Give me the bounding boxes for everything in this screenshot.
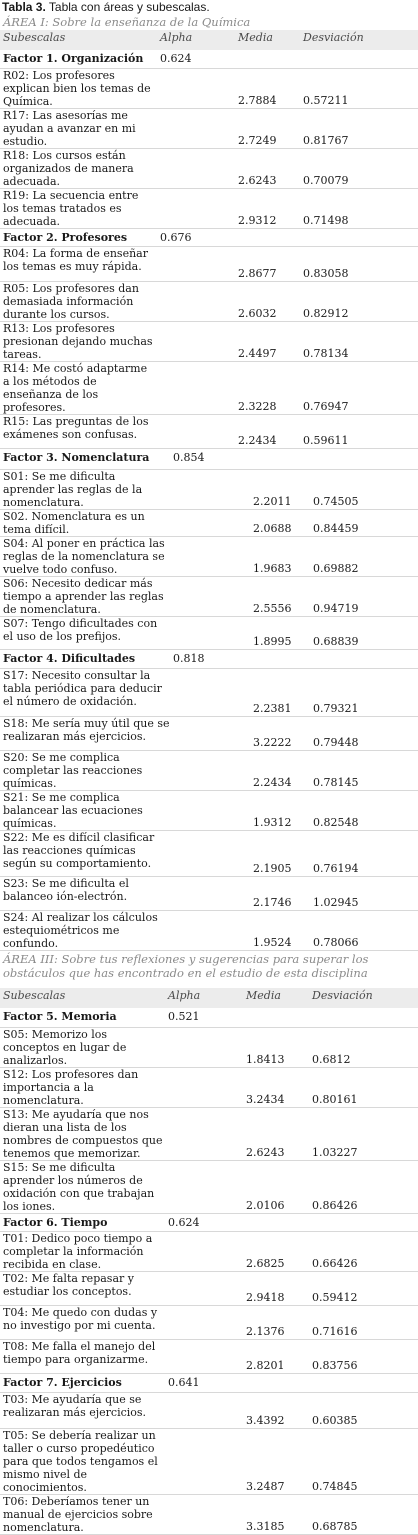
item-media: 2.0688 xyxy=(250,510,310,537)
item-alpha xyxy=(157,148,235,188)
item-text: S21: Se me complica balancear las ecuaciones químicas. xyxy=(0,791,170,831)
item-text: S20: Se me complica completar las reacciones químicas. xyxy=(0,751,170,791)
item-alpha xyxy=(157,414,235,448)
item-text: T02: Me falta repasar y estudiar los conceptos. xyxy=(0,1271,165,1305)
factor-name: Factor 7. Ejercicios xyxy=(0,1373,165,1392)
item-alpha xyxy=(170,751,250,791)
item-media: 1.9683 xyxy=(250,537,310,577)
table-row xyxy=(0,361,418,414)
item-text: S07: Tengo dificultades con el uso de los prefijos. xyxy=(0,617,170,650)
header-row xyxy=(0,30,418,50)
item-alpha xyxy=(165,1494,243,1534)
item-desviacion: 0.69882 xyxy=(310,537,418,577)
item-desviacion: 0.57211 xyxy=(300,68,418,108)
item-desviacion: 0.74845 xyxy=(309,1428,418,1494)
factor-alpha: 0.521 xyxy=(165,1008,418,1027)
item-text: S18: Me sería muy útil que se realizaran más ejercicios. xyxy=(0,717,170,751)
item-media: 2.1746 xyxy=(250,877,310,911)
factor-row xyxy=(0,50,418,68)
item-alpha xyxy=(165,1339,243,1373)
survey-table xyxy=(0,14,418,1535)
item-text: R02: Los profesores explican bien los temas de Química. xyxy=(0,68,157,108)
area-title-row xyxy=(0,951,418,988)
factor-alpha: 0.854 xyxy=(170,449,418,470)
item-media: 1.8995 xyxy=(250,617,310,650)
table-row xyxy=(0,188,418,228)
header-sub: Subescalas xyxy=(0,988,165,1008)
item-desviacion: 0.76947 xyxy=(300,361,418,414)
item-alpha xyxy=(170,577,250,617)
caption-label: Tabla 3. xyxy=(2,0,46,14)
item-text: T08: Me falla el manejo del tiempo para organizarme. xyxy=(0,1339,165,1373)
item-alpha xyxy=(165,1107,243,1160)
factor-name: Factor 4. Dificultades xyxy=(0,650,170,669)
factor-row xyxy=(0,1008,418,1027)
table-row xyxy=(0,791,418,831)
item-desviacion: 1.02945 xyxy=(310,877,418,911)
table-row xyxy=(0,1027,418,1067)
item-desviacion: 0.78066 xyxy=(310,911,418,951)
header-desv: Desviación xyxy=(300,30,418,50)
header-sub: Subescalas xyxy=(0,30,157,50)
item-media: 2.7249 xyxy=(235,108,300,148)
item-text: S22: Me es difícil clasificar las reacciones químicas según su comportamiento. xyxy=(0,831,170,877)
area-title xyxy=(0,951,418,988)
table-row xyxy=(0,321,418,361)
item-media: 2.6243 xyxy=(243,1107,309,1160)
item-alpha xyxy=(170,831,250,877)
item-desviacion: 0.60385 xyxy=(309,1392,418,1428)
table-row xyxy=(0,617,418,650)
factor-alpha: 0.818 xyxy=(170,650,418,669)
item-desviacion: 0.83058 xyxy=(300,246,418,281)
item-alpha xyxy=(165,1392,243,1428)
factor-alpha: 0.624 xyxy=(165,1213,418,1231)
table-row xyxy=(0,1231,418,1271)
item-alpha xyxy=(157,281,235,321)
table-row xyxy=(0,1107,418,1160)
item-media: 3.2222 xyxy=(250,717,310,751)
item-desviacion: 0.80161 xyxy=(309,1067,418,1107)
table-row xyxy=(0,1305,418,1339)
table-row xyxy=(0,831,418,877)
item-media: 3.2434 xyxy=(243,1067,309,1107)
table-row xyxy=(0,911,418,951)
area-table xyxy=(0,14,418,449)
item-alpha xyxy=(170,911,250,951)
item-text: S02. Nomenclatura es un tema difícil. xyxy=(0,510,170,537)
header-row xyxy=(0,988,418,1008)
table-row xyxy=(0,108,418,148)
item-alpha xyxy=(157,68,235,108)
table-row xyxy=(0,1271,418,1305)
item-text: T04: Me quedo con dudas y no investigo por mi cuenta. xyxy=(0,1305,165,1339)
item-media: 2.3228 xyxy=(235,361,300,414)
item-media: 2.2011 xyxy=(250,470,310,510)
table-row xyxy=(0,148,418,188)
factor-name: Factor 5. Memoria xyxy=(0,1008,165,1027)
header-alpha: Alpha xyxy=(165,988,243,1008)
item-text: T06: Deberíamos tener un manual de ejercicios sobre nomenclatura. xyxy=(0,1494,165,1534)
item-alpha xyxy=(170,717,250,751)
table-row xyxy=(0,1339,418,1373)
factor-row xyxy=(0,228,418,246)
item-desviacion: 0.84459 xyxy=(310,510,418,537)
header-alpha: Alpha xyxy=(157,30,235,50)
item-alpha xyxy=(157,188,235,228)
factor-row xyxy=(0,1373,418,1392)
item-desviacion: 0.79448 xyxy=(310,717,418,751)
item-alpha xyxy=(170,617,250,650)
item-text: S05: Memorizo los conceptos en lugar de analizarlos. xyxy=(0,1027,165,1067)
item-text: S12: Los profesores dan importancia a la nomenclatura. xyxy=(0,1067,165,1107)
item-media: 2.0106 xyxy=(243,1160,309,1213)
table-row xyxy=(0,1392,418,1428)
factor-name: Factor 2. Profesores xyxy=(0,228,157,246)
item-media: 3.3185 xyxy=(243,1494,309,1534)
item-text: R19: La secuencia entre los temas tratados es adecuada. xyxy=(0,188,157,228)
table-row xyxy=(0,1067,418,1107)
table-row xyxy=(0,246,418,281)
area-title xyxy=(0,14,418,30)
item-alpha xyxy=(165,1027,243,1067)
item-text: S01: Se me dificulta aprender las reglas de la nomenclatura. xyxy=(0,470,170,510)
item-desviacion: 0.82912 xyxy=(300,281,418,321)
item-text: T01: Dedico poco tiempo a completar la información recibida en clase. xyxy=(0,1231,165,1271)
table-row xyxy=(0,537,418,577)
table-row xyxy=(0,510,418,537)
item-desviacion: 0.6812 xyxy=(309,1027,418,1067)
table-row xyxy=(0,1428,418,1494)
item-alpha xyxy=(170,470,250,510)
item-media: 2.1376 xyxy=(243,1305,309,1339)
table-row xyxy=(0,414,418,448)
item-text: S15: Se me dificulta aprender los números de oxidación con que trabajan los iones. xyxy=(0,1160,165,1213)
item-media: 2.2381 xyxy=(250,669,310,717)
factor-alpha: 0.641 xyxy=(165,1373,418,1392)
item-media: 2.2434 xyxy=(235,414,300,448)
item-media: 2.8201 xyxy=(243,1339,309,1373)
header-media: Media xyxy=(243,988,309,1008)
item-text: R14: Me costó adaptarme a los métodos de enseñanza de los profesores. xyxy=(0,361,157,414)
item-media: 2.2434 xyxy=(250,751,310,791)
item-desviacion: 0.71616 xyxy=(309,1305,418,1339)
item-text: R05: Los profesores dan demasiada información durante los cursos. xyxy=(0,281,157,321)
item-text: S06: Necesito dedicar más tiempo a aprender las reglas de nomenclatura. xyxy=(0,577,170,617)
factor-name: Factor 6. Tiempo xyxy=(0,1213,165,1231)
item-media: 2.9312 xyxy=(235,188,300,228)
item-alpha xyxy=(170,791,250,831)
item-desviacion: 0.86426 xyxy=(309,1160,418,1213)
item-alpha xyxy=(170,669,250,717)
area-title-line: ÁREA III: Sobre tus reflexiones y sugerencias para superar los xyxy=(3,952,369,966)
area-table xyxy=(0,951,418,1535)
item-desviacion: 0.66426 xyxy=(309,1231,418,1271)
item-media: 2.7884 xyxy=(235,68,300,108)
item-alpha xyxy=(157,246,235,281)
item-desviacion: 0.94719 xyxy=(310,577,418,617)
item-desviacion: 0.70079 xyxy=(300,148,418,188)
caption-text: Tabla con áreas y subescalas. xyxy=(45,0,210,14)
item-media: 1.9524 xyxy=(250,911,310,951)
factor-name: Factor 3. Nomenclatura xyxy=(0,449,170,470)
table-row xyxy=(0,281,418,321)
item-text: S13: Me ayudaría que nos dieran una lista de los nombres de compuestos que tenemos que memorizar. xyxy=(0,1107,165,1160)
item-text: R04: La forma de enseñar los temas es muy rápida. xyxy=(0,246,157,281)
item-alpha xyxy=(157,108,235,148)
item-alpha xyxy=(157,361,235,414)
item-media: 2.6243 xyxy=(235,148,300,188)
item-media: 2.6825 xyxy=(243,1231,309,1271)
area-table xyxy=(0,449,418,952)
table-caption xyxy=(0,0,418,14)
factor-alpha: 0.624 xyxy=(157,50,418,68)
area-title-line: ÁREA I: Sobre la enseñanza de la Química xyxy=(3,15,251,29)
item-desviacion: 0.59412 xyxy=(309,1271,418,1305)
item-text: R15: Las preguntas de los exámenes son confusas. xyxy=(0,414,157,448)
item-desviacion: 0.76194 xyxy=(310,831,418,877)
item-alpha xyxy=(165,1271,243,1305)
table-row xyxy=(0,470,418,510)
item-alpha xyxy=(170,537,250,577)
item-media: 2.1905 xyxy=(250,831,310,877)
item-media: 2.8677 xyxy=(235,246,300,281)
item-media: 1.9312 xyxy=(250,791,310,831)
table-row xyxy=(0,1494,418,1534)
item-desviacion: 0.68785 xyxy=(309,1494,418,1534)
item-alpha xyxy=(165,1428,243,1494)
item-desviacion: 0.78145 xyxy=(310,751,418,791)
item-desviacion: 0.78134 xyxy=(300,321,418,361)
item-desviacion: 0.71498 xyxy=(300,188,418,228)
item-media: 3.2487 xyxy=(243,1428,309,1494)
table-row xyxy=(0,717,418,751)
item-desviacion: 0.59611 xyxy=(300,414,418,448)
item-text: T03: Me ayudaría que se realizaran más ejercicios. xyxy=(0,1392,165,1428)
item-alpha xyxy=(165,1305,243,1339)
item-alpha xyxy=(165,1231,243,1271)
header-media: Media xyxy=(235,30,300,50)
item-media: 1.8413 xyxy=(243,1027,309,1067)
table-row xyxy=(0,669,418,717)
item-desviacion: 1.03227 xyxy=(309,1107,418,1160)
item-alpha xyxy=(170,510,250,537)
table-row xyxy=(0,751,418,791)
item-alpha xyxy=(157,321,235,361)
item-media: 2.4497 xyxy=(235,321,300,361)
item-desviacion: 0.81767 xyxy=(300,108,418,148)
item-desviacion: 0.82548 xyxy=(310,791,418,831)
area-title-row xyxy=(0,14,418,30)
area-title-line: obstáculos que has encontrado en el estudio de esta disciplina xyxy=(3,966,368,980)
item-desviacion: 0.68839 xyxy=(310,617,418,650)
item-alpha xyxy=(165,1160,243,1213)
item-text: R17: Las asesorías me ayudan a avanzar en mi estudio. xyxy=(0,108,157,148)
table-row xyxy=(0,577,418,617)
table-row xyxy=(0,68,418,108)
item-media: 2.6032 xyxy=(235,281,300,321)
factor-row xyxy=(0,650,418,669)
item-desviacion: 0.79321 xyxy=(310,669,418,717)
factor-name: Factor 1. Organización xyxy=(0,50,157,68)
item-text: T05: Se debería realizar un taller o curso propedéutico para que todos tengamos el mismo nivel de conocimientos. xyxy=(0,1428,165,1494)
item-alpha xyxy=(170,877,250,911)
item-text: S17: Necesito consultar la tabla periódica para deducir el número de oxidación. xyxy=(0,669,170,717)
item-text: S04: Al poner en práctica las reglas de la nomenclatura se vuelve todo confuso. xyxy=(0,537,170,577)
item-text: R13: Los profesores presionan dejando muchas tareas. xyxy=(0,321,157,361)
item-text: S23: Se me dificulta el balanceo ión-electrón. xyxy=(0,877,170,911)
item-media: 2.9418 xyxy=(243,1271,309,1305)
table-row xyxy=(0,1160,418,1213)
item-desviacion: 0.74505 xyxy=(310,470,418,510)
header-desv: Desviación xyxy=(309,988,418,1008)
table-row xyxy=(0,877,418,911)
item-text: S24: Al realizar los cálculos estequiométricos me confundo. xyxy=(0,911,170,951)
item-desviacion: 0.83756 xyxy=(309,1339,418,1373)
item-text: R18: Los cursos están organizados de manera adecuada. xyxy=(0,148,157,188)
item-media: 3.4392 xyxy=(243,1392,309,1428)
factor-row xyxy=(0,449,418,470)
item-alpha xyxy=(165,1067,243,1107)
factor-row xyxy=(0,1213,418,1231)
factor-alpha: 0.676 xyxy=(157,228,418,246)
item-media: 2.5556 xyxy=(250,577,310,617)
